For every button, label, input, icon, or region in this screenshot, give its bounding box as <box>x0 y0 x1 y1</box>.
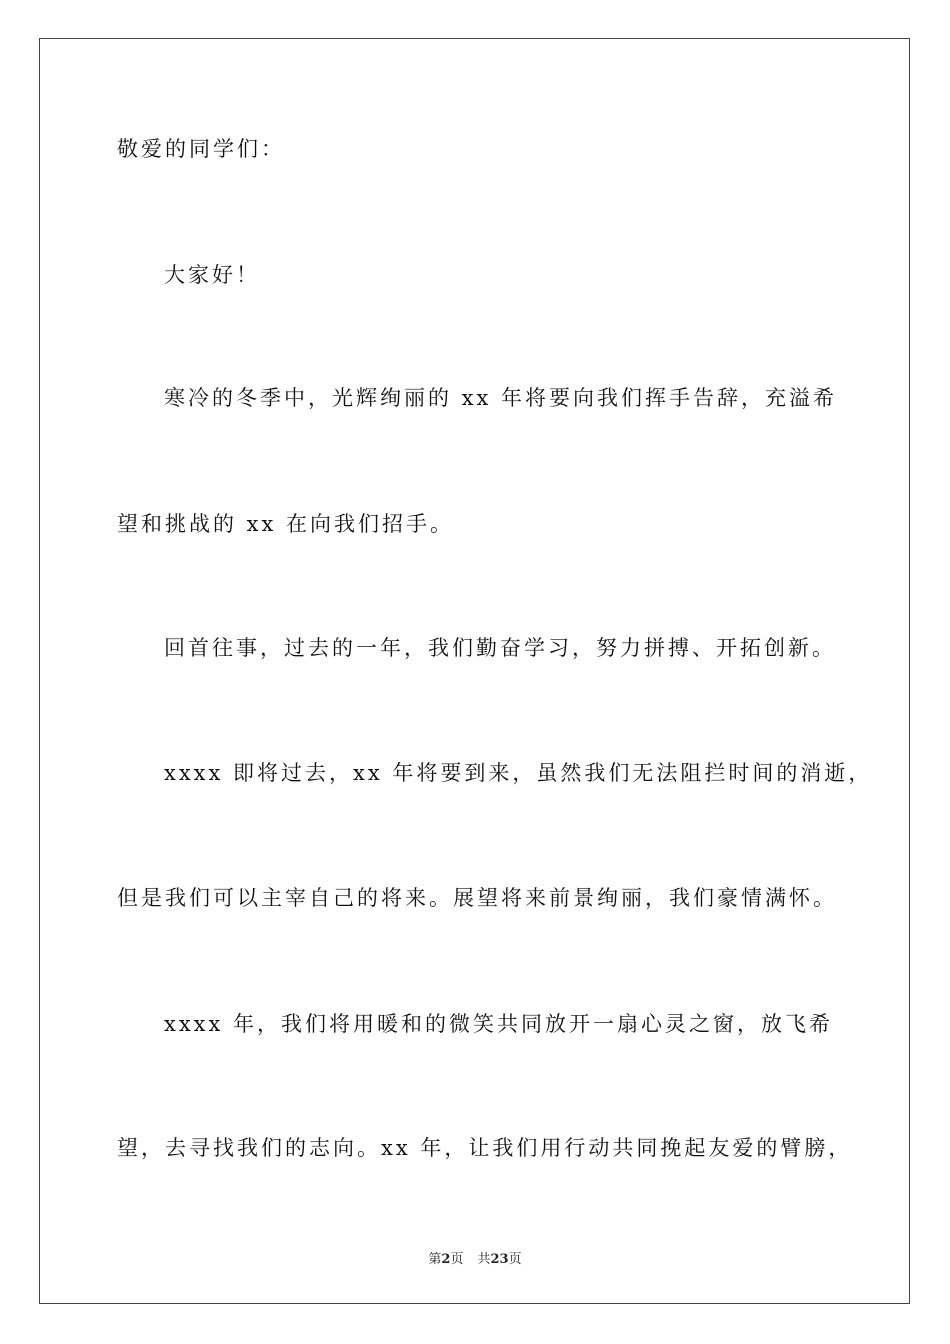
paragraph-1-line-2: 望和挑战的 xx 在向我们招手。 <box>117 512 455 536</box>
paragraph-3-line-2: 但是我们可以主宰自己的将来。展望将来前景绚丽，我们豪情满怀。 <box>117 886 837 910</box>
page-number-suffix: 页 <box>450 1252 464 1267</box>
page-frame <box>39 38 910 1304</box>
paragraph-3-line-1: xxxx 即将过去，xx 年将要到来，虽然我们无法阻拦时间的消逝， <box>164 761 873 785</box>
page-footer <box>0 1248 950 1267</box>
greeting: 大家好！ <box>164 263 260 287</box>
paragraph-1-line-1: 寒冷的冬季中，光辉绚丽的 xx 年将要向我们挥手告辞，充溢希 <box>164 386 838 410</box>
page-total-count: 23 <box>490 1252 509 1267</box>
page-total-prefix: 共 <box>477 1252 491 1267</box>
salutation: 敬爱的同学们： <box>117 137 285 161</box>
paragraph-4-line-2: 望，去寻找我们的志向。xx 年，让我们用行动共同挽起友爱的臂膀， <box>117 1136 853 1160</box>
page-total-suffix: 页 <box>508 1252 522 1267</box>
paragraph-2-line-1: 回首往事，过去的一年，我们勤奋学习，努力拼搏、开拓创新。 <box>164 636 836 660</box>
paragraph-4-line-1: xxxx 年，我们将用暖和的微笑共同放开一扇心灵之窗，放飞希 <box>164 1012 834 1036</box>
page-number-prefix: 第 <box>428 1252 442 1267</box>
page-number-current: 2 <box>441 1252 451 1267</box>
